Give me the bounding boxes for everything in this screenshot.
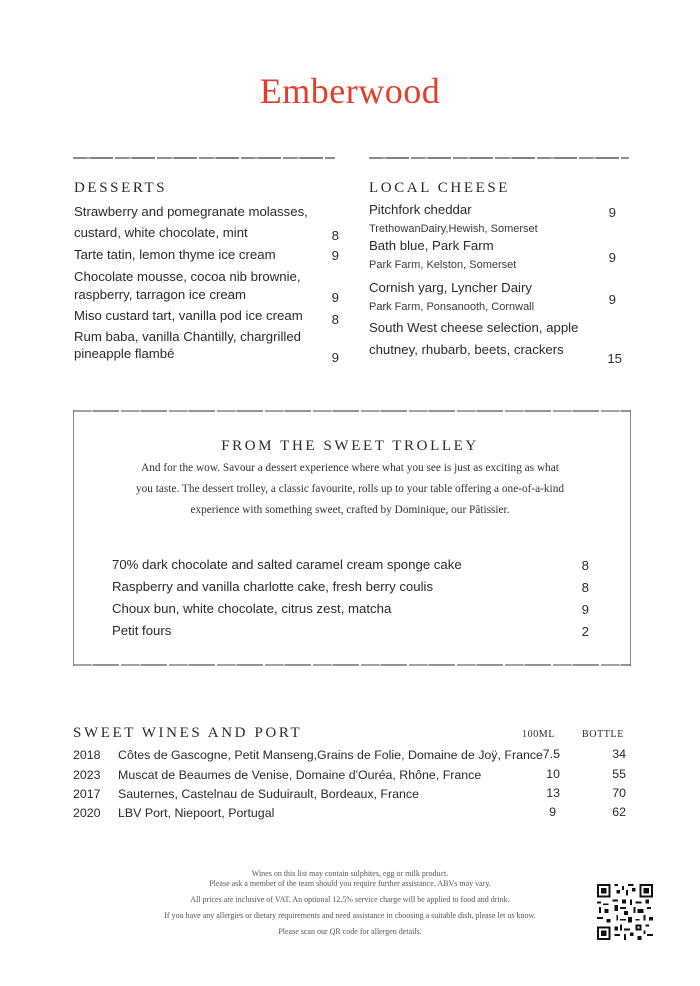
divider-left bbox=[73, 157, 335, 159]
cheese-heading: LOCAL CHEESE bbox=[369, 180, 511, 196]
wine-1-name: Côtes de Gascogne, Petit Manseng,Grains de Folie, Domaine de Joÿ, France bbox=[118, 748, 543, 762]
trolley-intro bbox=[110, 458, 590, 521]
dessert-3-line2: raspberry, tarragon ice cream bbox=[74, 287, 246, 302]
cheese-3-name: Cornish yarg, Lyncher Dairy bbox=[369, 280, 532, 295]
footer-line-1: Wines on this list may contain sulphites, egg or milk product. bbox=[251, 869, 449, 878]
trolley-item-1: 70% dark chocolate and salted caramel cream sponge cake bbox=[112, 557, 462, 572]
dessert-1-line2: custard, white chocolate, mint bbox=[74, 225, 248, 240]
divider-right bbox=[369, 157, 629, 159]
footer-line-3: All prices are inclusive of VAT. An optional 12.5% service charge will be applied to food and drink. bbox=[190, 895, 510, 904]
dessert-1-line1: Strawberry and pomegranate molasses, bbox=[74, 204, 308, 219]
wine-3-bottle: 70 bbox=[612, 786, 626, 800]
dessert-2-price: 9 bbox=[331, 248, 339, 263]
dessert-3-price: 9 bbox=[331, 290, 339, 305]
footer-line-4: If you have any allergies or dietary requirements and need assistance in choosing a suitable dish, please let us know. bbox=[164, 911, 536, 920]
footer-line-5: Please scan our QR code for allergen details. bbox=[278, 927, 422, 936]
qr-code-icon[interactable] bbox=[597, 884, 653, 940]
cheese-2-price: 9 bbox=[608, 250, 616, 265]
wine-4-bottle: 62 bbox=[612, 805, 626, 819]
wine-2-bottle: 55 bbox=[612, 767, 626, 781]
trolley-item-3: Choux bun, white chocolate, citrus zest, matcha bbox=[112, 601, 392, 616]
desserts-heading: DESSERTS bbox=[74, 180, 168, 196]
trolley-intro-line-1: And for the wow. Savour a dessert experience where what you see is just as exciting as what bbox=[141, 462, 559, 474]
trolley-item-2-price: 8 bbox=[581, 580, 589, 595]
cheese-1-name: Pitchfork cheddar bbox=[369, 202, 472, 217]
cheese-2-name: Bath blue, Park Farm bbox=[369, 238, 494, 253]
cheese-3-origin: Park Farm, Ponsanooth, Cornwall bbox=[369, 301, 535, 313]
col-bottle: BOTTLE bbox=[582, 729, 624, 740]
dessert-5-price: 9 bbox=[331, 350, 339, 365]
cheese-4-line2: chutney, rhubarb, beets, crackers bbox=[369, 342, 564, 357]
cheese-4-line1: South West cheese selection, apple bbox=[369, 320, 579, 335]
cheese-1-origin: TrethowanDairy,Hewish, Somerset bbox=[369, 223, 538, 235]
cheese-2-origin: Park Farm, Kelston, Somerset bbox=[369, 259, 517, 271]
dessert-2-line1: Tarte tatin, lemon thyme ice cream bbox=[74, 247, 276, 262]
wine-4-year: 2020 bbox=[73, 806, 101, 820]
wine-4-name: LBV Port, Niepoort, Portugal bbox=[118, 806, 275, 820]
dessert-3-line1: Chocolate mousse, cocoa nib brownie, bbox=[74, 269, 301, 284]
wine-2-year: 2023 bbox=[73, 768, 101, 782]
trolley-item-4-price: 2 bbox=[581, 624, 589, 639]
brand-logo: Emberwood bbox=[259, 71, 441, 111]
trolley-intro-line-3: experience with something sweet, crafted by Dominique, our Pâtissier. bbox=[190, 504, 510, 516]
wine-1-bottle: 34 bbox=[612, 747, 626, 761]
wine-3-year: 2017 bbox=[73, 787, 101, 801]
dessert-4-price: 8 bbox=[331, 312, 339, 327]
dessert-5-line1: Rum baba, vanilla Chantilly, chargrilled bbox=[74, 329, 301, 344]
dessert-4-line1: Miso custard tart, vanilla pod ice cream bbox=[74, 308, 303, 323]
wine-3-100ml: 13 bbox=[546, 786, 560, 800]
dessert-1-price: 8 bbox=[331, 228, 339, 243]
wine-1-year: 2018 bbox=[73, 748, 101, 762]
cheese-1-price: 9 bbox=[608, 205, 616, 220]
trolley-item-1-price: 8 bbox=[581, 558, 589, 573]
wines-heading: SWEET WINES AND PORT bbox=[73, 725, 303, 741]
wine-1-100ml: 7.5 bbox=[542, 747, 560, 761]
wine-3-name: Sauternes, Castelnau de Suduirault, Bordeaux, France bbox=[118, 787, 419, 801]
col-100ml: 100ML bbox=[522, 729, 555, 740]
box-top-border bbox=[73, 410, 631, 412]
cheese-3-price: 9 bbox=[608, 292, 616, 307]
wine-2-name: Muscat de Beaumes de Venise, Domaine d'Ouréa, Rhône, France bbox=[118, 768, 482, 782]
trolley-intro-line-2: you taste. The dessert trolley, a classic favourite, rolls up to your table offering a one-of-a-kind bbox=[136, 483, 564, 495]
trolley-heading: FROM THE SWEET TROLLEY bbox=[221, 438, 479, 454]
trolley-item-4: Petit fours bbox=[112, 623, 172, 638]
wine-4-100ml: 9 bbox=[549, 805, 556, 819]
trolley-item-2: Raspberry and vanilla charlotte cake, fresh berry coulis bbox=[112, 579, 434, 594]
trolley-item-3-price: 9 bbox=[581, 602, 589, 617]
cheese-4-price: 15 bbox=[607, 351, 622, 366]
footer-line-2: Please ask a member of the team should you require further assistance. ABVs may vary. bbox=[209, 879, 491, 888]
wine-2-100ml: 10 bbox=[546, 767, 560, 781]
dessert-5-line2: pineapple flambé bbox=[74, 346, 175, 361]
box-bottom-border bbox=[73, 664, 631, 666]
